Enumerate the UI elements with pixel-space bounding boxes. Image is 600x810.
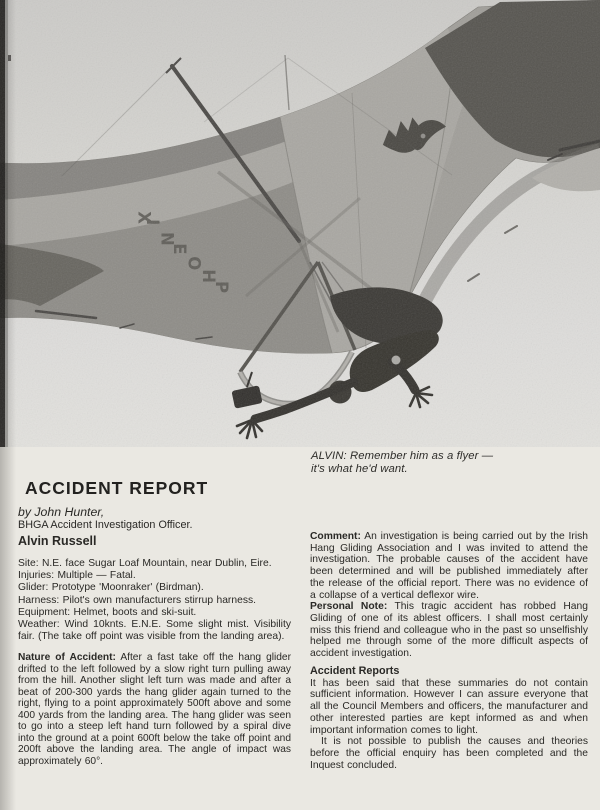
- accident-reports-paragraph-2: It is not possible to publish the causes and theories before the official enquiry has been completed and the Inquest concluded.: [310, 736, 588, 771]
- accident-reports-paragraph-1: It has been said that these summaries do not contain sufficient information. However I can assure everyone that all the Council Members and officers, the manufacturer and other interested parties are kept informed as and when important information comes to light.: [310, 677, 588, 736]
- caption-line-1: ALVIN: Remember him as a flyer —: [311, 450, 494, 462]
- article-subject-name: Alvin Russell: [18, 534, 97, 548]
- comment-text: An investigation is being carried out by the Irish Hang Gliding Association and I was invited to attend the investigation. The probable causes of the accident have been determined and will be published immediately after the release of the official report. There was no evidence of a collapse of a vertical deflexor wire.: [310, 531, 588, 601]
- personal-note-label: Personal Note:: [310, 601, 388, 613]
- fact-glider: [18, 582, 291, 594]
- personal-note-paragraph: [310, 601, 588, 660]
- fact-equipment: [18, 607, 291, 619]
- fact-text: Wind 10knts. E.N.E. Some slight mist. Visibility fair. (The take off point was visible from the landing area).: [18, 619, 291, 643]
- nature-of-accident-label: Nature of Accident:: [18, 652, 116, 664]
- fact-text: Prototype 'Moonraker' (Birdman).: [51, 582, 204, 594]
- fact-label: Weather:: [18, 619, 60, 631]
- nature-of-accident-paragraph: [18, 652, 291, 767]
- fact-text: Helmet, boots and ski-suit.: [73, 606, 197, 618]
- fact-label: Harness:: [18, 594, 60, 606]
- fact-harness: [18, 595, 291, 607]
- fact-injuries: [18, 570, 291, 582]
- fact-label: Injuries:: [18, 570, 55, 582]
- fact-site: [18, 558, 291, 570]
- accident-facts: [18, 558, 291, 643]
- article-left-column: [18, 478, 291, 767]
- fact-label: Glider:: [18, 582, 49, 594]
- article-right-column: [310, 531, 588, 771]
- photo-caption: [311, 450, 596, 477]
- fact-text: Pilot's own manufacturers stirrup harness.: [62, 594, 256, 606]
- article-title: ACCIDENT REPORT: [25, 478, 209, 498]
- comment-paragraph: [310, 531, 588, 601]
- caption-line-2: it's what he'd want.: [311, 463, 408, 476]
- comment-label: Comment:: [310, 531, 361, 542]
- personal-note-text: This tragic accident has robbed Hang Gliding of one of its ablest officers. I shall most certainly miss this friend and colleague who in the past so unselfishly helped me through some of the more difficult aspects of accident investigation.: [310, 601, 588, 660]
- fact-text: N.E. face Sugar Loaf Mountain, near Dublin, Eire.: [41, 558, 272, 569]
- wing-marking: PHOENIX: [134, 211, 231, 299]
- article-byline: by John Hunter,: [18, 505, 105, 519]
- nature-of-accident-text: After a fast take off the hang glider drifted to the left followed by a slow right turn pulling away from the hill. Another slight left turn was made and after a beat of 200-300 yards the hang glider again turned to the right, flying to a point approximately 500ft above and some 400 yards from the landing area. The hang glider was seen to go into a steep left hand turn followed by a spiral dive into the ground at a point 600ft below the take off point and 200ft above the landing area. The angle of impact was approximately 60°.: [18, 652, 291, 767]
- fact-text: Multiple — Fatal.: [57, 570, 136, 582]
- fact-label: Equipment:: [18, 606, 71, 618]
- fact-label: Site:: [18, 558, 39, 569]
- accident-reports-heading: Accident Reports: [310, 664, 400, 677]
- article-byline-role: BHGA Accident Investigation Officer.: [18, 519, 193, 531]
- fact-weather: [18, 619, 291, 643]
